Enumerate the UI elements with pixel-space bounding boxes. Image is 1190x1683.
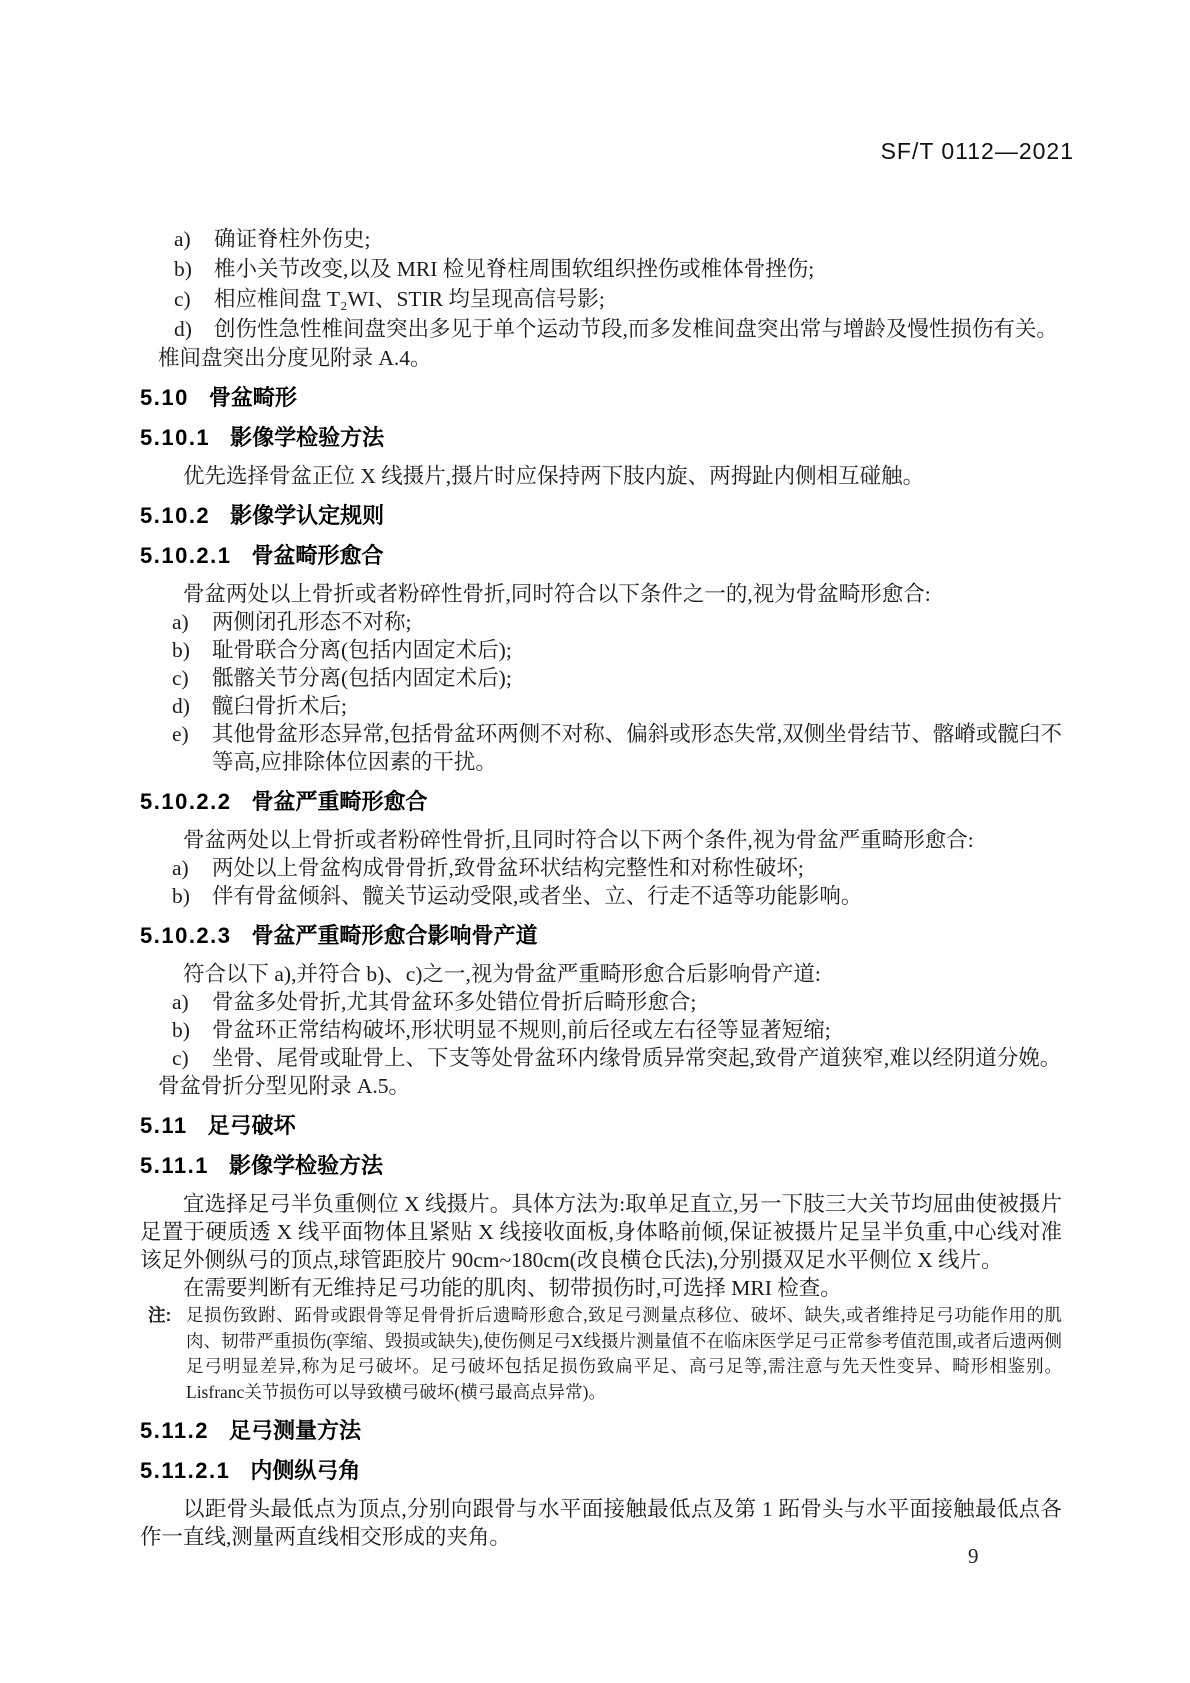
list-item-text: 椎小关节改变,以及 MRI 检见脊柱周围软组织挫伤或椎体骨挫伤;: [214, 257, 815, 281]
list-item: [140, 314, 1062, 344]
section-title: 影像学检验方法: [230, 425, 385, 450]
list-item-text: 骶髂关节分离(包括内固定术后);: [212, 666, 512, 690]
list-item-label: d): [174, 317, 192, 341]
section-heading-5-11-1: [140, 1152, 1062, 1180]
section-title: 足弓破坏: [207, 1113, 296, 1138]
page-content: [140, 210, 1062, 1551]
list-item-text: 骨盆环正常结构破坏,形状明显不规则,前后径或左右径等显著短缩;: [212, 1018, 831, 1042]
section-number: 5.10.2.3: [140, 923, 232, 948]
list-item-label: d): [172, 694, 190, 718]
list-item-text: 髋臼骨折术后;: [212, 694, 347, 718]
list-item-label: b): [172, 884, 190, 908]
list-item-text: 骨盆多处骨折,尤其骨盆环多处错位骨折后畸形愈合;: [212, 990, 697, 1014]
paragraph: 宜选择足弓半负重侧位 X 线摄片。具体方法为:取单足直立,另一下肢三大关节均屈曲使被摄片足置于硬质透 X 线平面物体且紧贴 X 线接收面板,身体略前倾,保证被摄片足呈半负重,中心线对准该足外侧纵弓的顶点,球管距胶片 90cm~180cm(改良横仓氏法),分别摄双足水平侧位 X 线片。: [140, 1192, 1062, 1272]
section-number: 5.11: [140, 1113, 188, 1138]
section-heading-5-11: [140, 1112, 1062, 1140]
section-heading-5-10-2: [140, 502, 1062, 530]
list-item-text: 坐骨、尾骨或耻骨上、下支等处骨盆环内缘骨质异常突起,致骨产道狭窄,难以经阴道分娩。: [212, 1046, 1062, 1070]
lead-paragraph: 骨盆两处以上骨折或者粉碎性骨折,同时符合以下条件之一的,视为骨盆畸形愈合:: [183, 582, 931, 606]
section-heading-5-10-2-1: [140, 542, 1062, 570]
lead-paragraph: 符合以下 a),并符合 b)、c)之一,视为骨盆严重畸形愈合后影响骨产道:: [183, 962, 821, 986]
section-heading-5-10-2-3: [140, 922, 1062, 950]
section-title: 内侧纵弓角: [250, 1458, 361, 1483]
note-label: 注:: [148, 1305, 172, 1325]
list-item-text: 相应椎间盘 T₂WI、STIR 均呈现高信号影;: [214, 287, 605, 311]
list-item: [140, 608, 1062, 636]
list-item-text: 确证脊柱外伤史;: [214, 227, 371, 251]
section-title: 骨盆畸形: [208, 385, 297, 410]
section-heading-5-11-2: [140, 1417, 1062, 1445]
list-item-label: a): [172, 856, 189, 880]
list-item-label: c): [174, 287, 191, 311]
section-number: 5.11.1: [140, 1153, 209, 1178]
section-title: 足弓测量方法: [228, 1418, 361, 1443]
section-number: 5.11.2.1: [140, 1458, 231, 1483]
list-item: [140, 636, 1062, 664]
section-number: 5.10: [140, 385, 189, 410]
section-title: 骨盆严重畸形愈合: [251, 789, 428, 814]
rule-list-5-10-2-2: [140, 854, 1062, 910]
list-item-text: 伴有骨盆倾斜、髋关节运动受限,或者坐、立、行走不适等功能影响。: [212, 884, 863, 908]
standard-number-header: SF/T 0112—2021: [880, 138, 1074, 164]
rule-list-5-10-2-1: [140, 608, 1062, 776]
paragraph: 以距骨头最低点为顶点,分别向跟骨与水平面接触最低点及第 1 跖骨头与水平面接触最低点各作一直线,测量两直线相交形成的夹角。: [140, 1497, 1062, 1549]
list-item: [140, 692, 1062, 720]
section-heading-5-10-1: [140, 424, 1062, 452]
section-title: 骨盆严重畸形愈合影响骨产道: [251, 923, 538, 948]
section-heading-5-10: [140, 384, 1062, 412]
rule-list-5-10-2-3: [140, 988, 1062, 1100]
list-item-text: 两处以上骨盆构成骨骨折,致骨盆环状结构完整性和对称性破坏;: [212, 856, 804, 880]
section-title: 骨盆畸形愈合: [251, 543, 384, 568]
page-number: 9: [968, 1544, 979, 1568]
intro-rule-list: [140, 224, 1062, 372]
note-block: [140, 1303, 1062, 1405]
list-item: [140, 1044, 1062, 1072]
list-item: [140, 854, 1062, 882]
list-item-label: b): [172, 638, 190, 662]
section-number: 5.11.2: [140, 1418, 209, 1443]
list-item-text: 创伤性急性椎间盘突出多见于单个运动节段,而多发椎间盘突出常与增龄及慢性损伤有关。: [214, 317, 1058, 341]
list-item-label: a): [172, 610, 189, 634]
list-tail-note: 骨盆骨折分型见附录 A.5。: [158, 1074, 411, 1098]
list-item: [140, 664, 1062, 692]
list-item-text: 其他骨盆形态异常,包括骨盆环两侧不对称、偏斜或形态失常,双侧坐骨结节、髂嵴或髋臼不等高,应排除体位因素的干扰。: [212, 722, 1062, 774]
list-item-label: b): [174, 257, 192, 281]
list-item-label: a): [172, 990, 189, 1014]
paragraph: 优先选择骨盆正位 X 线摄片,摄片时应保持两下肢内旋、两拇趾内侧相互碰触。: [183, 464, 925, 488]
paragraph: 在需要判断有无维持足弓功能的肌肉、韧带损伤时,可选择 MRI 检查。: [183, 1276, 842, 1300]
list-item-label: c): [172, 1046, 189, 1070]
section-title: 影像学认定规则: [230, 503, 385, 528]
note-text: 足损伤致跗、跖骨或跟骨等足骨骨折后遗畸形愈合,致足弓测量点移位、破坏、缺失,或者维持足弓功能作用的肌肉、韧带严重损伤(挛缩、毁损或缺失),使伤侧足弓X线摄片测量值不在临床医学足弓正常参考值范围,或者后遗两侧足弓明显差异,称为足弓破坏。足弓破坏包括足损伤致扁平足、高弓足等,需注意与先天性变异、畸形相鉴别。Lisfranc关节损伤可以导致横弓破坏(横弓最高点异常)。: [186, 1305, 1062, 1402]
list-item: [140, 720, 1062, 776]
list-item: [140, 224, 1062, 254]
list-item-label: a): [174, 227, 191, 251]
section-title: 影像学检验方法: [228, 1153, 383, 1178]
list-item: [140, 1016, 1062, 1044]
list-tail-note: 椎间盘突出分度见附录 A.4。: [158, 346, 432, 370]
section-heading-5-10-2-2: [140, 788, 1062, 816]
section-number: 5.10.2.2: [140, 789, 232, 814]
section-number: 5.10.1: [140, 425, 211, 450]
list-item-label: b): [172, 1018, 190, 1042]
section-heading-5-11-2-1: [140, 1457, 1062, 1485]
section-number: 5.10.2: [140, 503, 211, 528]
list-item-text: 耻骨联合分离(包括内固定术后);: [212, 638, 512, 662]
list-item-label: e): [172, 722, 189, 746]
section-number: 5.10.2.1: [140, 543, 232, 568]
list-item-label: c): [172, 666, 189, 690]
list-item: [140, 882, 1062, 910]
list-item: [140, 284, 1062, 314]
list-item-text: 两侧闭孔形态不对称;: [212, 610, 412, 634]
list-item: [140, 254, 1062, 284]
lead-paragraph: 骨盆两处以上骨折或者粉碎性骨折,且同时符合以下两个条件,视为骨盆严重畸形愈合:: [183, 828, 974, 852]
list-item: [140, 988, 1062, 1016]
